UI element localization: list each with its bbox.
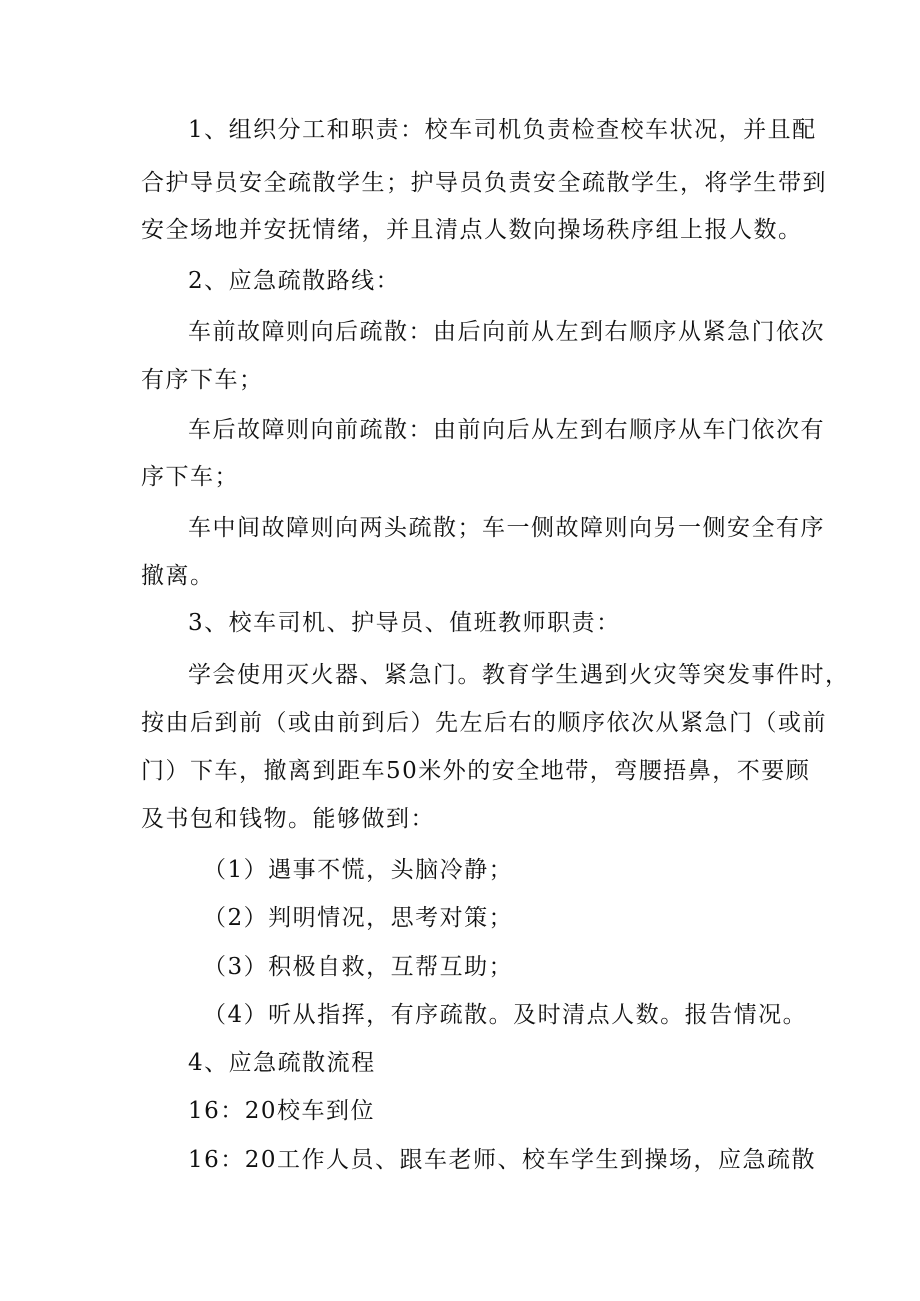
route-front-line-2: 有序下车； xyxy=(141,367,264,393)
list-item-2: （2）判明情况，思考对策； xyxy=(203,905,514,931)
paragraph-1-line-3: 安全场地并安抚情绪，并且清点人数向操场秩序组上报人数。 xyxy=(141,217,803,243)
route-rear-line-1: 车后故障则向前疏散：由前向后从左到右顺序从车门依次有 xyxy=(188,417,825,443)
route-middle-line-2: 撤离。 xyxy=(141,563,215,589)
duties-line-3: 门）下车，撤离到距车50米外的安全地带，弯腰捂鼻，不要顾 xyxy=(141,758,811,784)
list-item-1: （1）遇事不慌，头脑冷静； xyxy=(203,857,514,883)
section-3-heading: 3、校车司机、护导员、值班教师职责： xyxy=(188,610,621,636)
section-4-heading: 4、应急疏散流程 xyxy=(188,1050,376,1076)
route-rear-line-2: 序下车； xyxy=(141,464,239,490)
duties-line-1: 学会使用灭火器、紧急门。教育学生遇到火灾等突发事件时， xyxy=(188,662,850,688)
paragraph-1-line-1: 1、组织分工和职责：校车司机负责检查校车状况，并且配 xyxy=(188,117,817,143)
route-middle-line-1: 车中间故障则向两头疏散；车一侧故障则向另一侧安全有序 xyxy=(188,515,825,541)
route-front-line-1: 车前故障则向后疏散：由后向前从左到右顺序从紧急门依次 xyxy=(188,319,825,345)
paragraph-1-line-2: 合护导员安全疏散学生；护导员负责安全疏散学生，将学生带到 xyxy=(141,170,827,196)
duties-line-2: 按由后到前（或由前到后）先左后右的顺序依次从紧急门（或前 xyxy=(141,710,827,736)
schedule-line-1: 16：20校车到位 xyxy=(188,1098,376,1124)
schedule-line-2: 16：20工作人员、跟车老师、校车学生到操场，应急疏散 xyxy=(188,1147,817,1173)
list-item-3: （3）积极自救，互帮互助； xyxy=(203,954,514,980)
duties-line-4: 及书包和钱物。能够做到： xyxy=(141,806,435,832)
section-2-heading: 2、应急疏散路线： xyxy=(188,268,401,294)
list-item-4: （4）听从指挥，有序疏散。及时清点人数。报告情况。 xyxy=(203,1002,808,1028)
